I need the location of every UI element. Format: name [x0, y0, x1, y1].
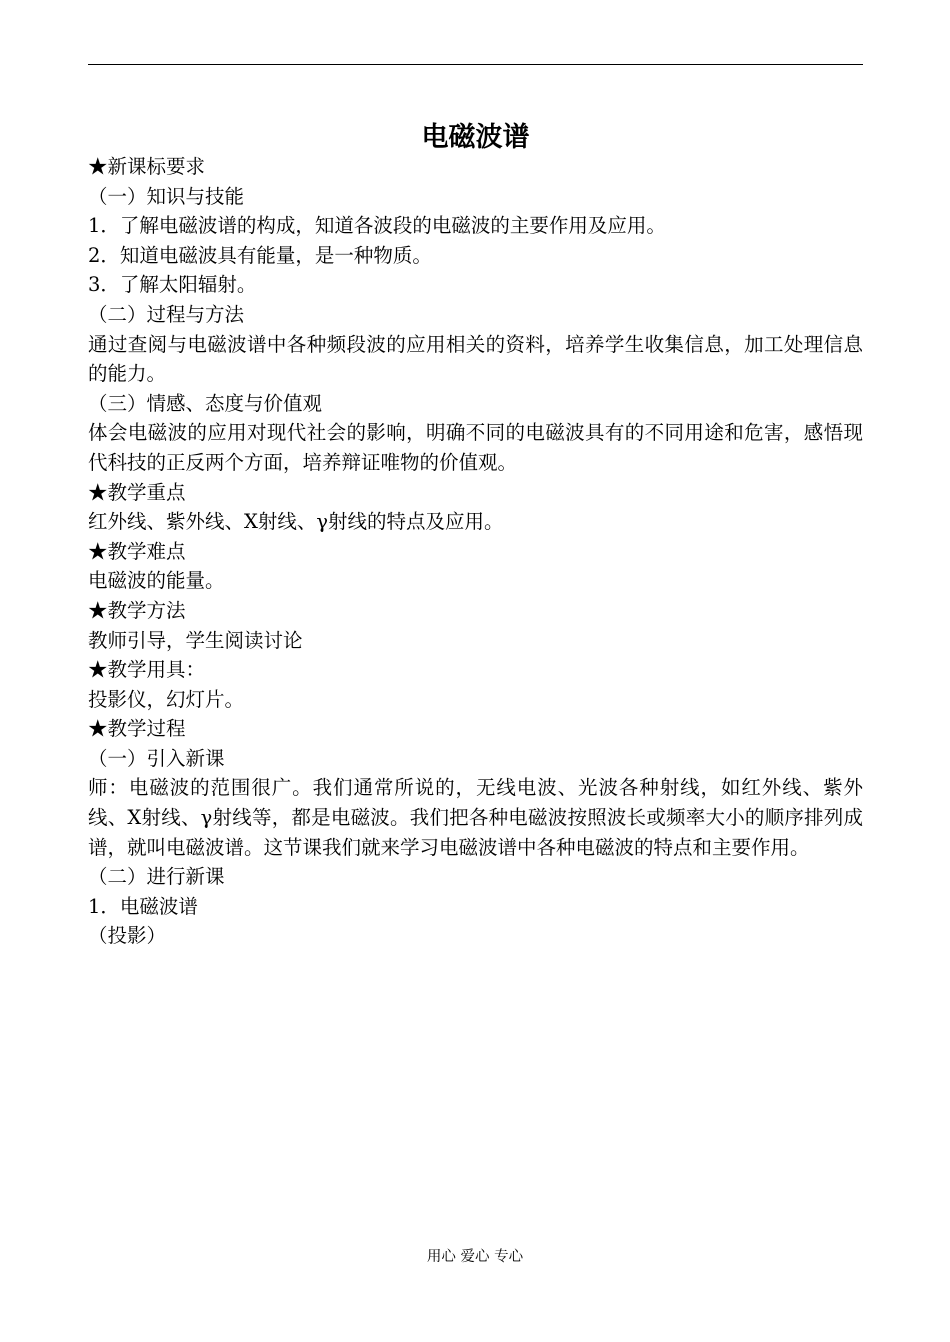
objective-item-2: 2．知道电磁波具有能量，是一种物质。	[88, 243, 432, 267]
paragraph-intro: 师：电磁波的范围很广。我们通常所说的，无线电波、光波各种射线，如红外线、紫外线、X射线、γ射线等，都是电磁波。我们把各种电磁波按照波长或频率大小的顺序排列成谱，就叫电磁波谱。这节课我们就来学习电磁波谱中各种电磁波的特点和主要作用。	[88, 776, 863, 859]
section-heading-tools: ★教学用具：	[88, 658, 206, 682]
header-rule	[88, 64, 863, 65]
text-method: 教师引导，学生阅读讨论	[88, 628, 303, 652]
subheading-process-method: （二）过程与方法	[88, 302, 245, 326]
document-body	[88, 152, 863, 951]
text-tools: 投影仪，幻灯片。	[88, 687, 245, 711]
text-difficulty: 电磁波的能量。	[88, 569, 225, 593]
page-footer: 用心 爱心 专心	[426, 1249, 524, 1265]
section-heading-key-points: ★教学重点	[88, 480, 186, 504]
paragraph-process-method: 通过查阅与电磁波谱中各种频段波的应用相关的资料，培养学生收集信息，加工处理信息的能力。	[88, 332, 863, 386]
item-spectrum: 1．电磁波谱	[88, 894, 198, 918]
section-heading-standards: ★新课标要求	[88, 155, 206, 178]
section-heading-difficulty: ★教学难点	[88, 539, 186, 563]
document-title: 电磁波谱	[421, 122, 530, 153]
text-projection: （投影）	[88, 924, 167, 948]
section-heading-method: ★教学方法	[88, 598, 186, 622]
paragraph-emotion-values: 体会电磁波的应用对现代社会的影响，明确不同的电磁波具有的不同用途和危害，感悟现代科技的正反两个方面，培养辩证唯物的价值观。	[88, 421, 863, 474]
text-key-points: 红外线、紫外线、X射线、γ射线的特点及应用。	[88, 510, 504, 534]
subheading-intro: （一）引入新课	[88, 746, 225, 770]
subheading-emotion-values: （三）情感、态度与价值观	[88, 391, 323, 415]
section-heading-teaching-process: ★教学过程	[88, 717, 186, 741]
subheading-new-lesson: （二）进行新课	[88, 865, 225, 889]
subheading-knowledge-skills: （一）知识与技能	[88, 184, 245, 208]
objective-item-1: 1．了解电磁波谱的构成，知道各波段的电磁波的主要作用及应用。	[88, 214, 666, 238]
objective-item-3: 3．了解太阳辐射。	[88, 273, 257, 297]
